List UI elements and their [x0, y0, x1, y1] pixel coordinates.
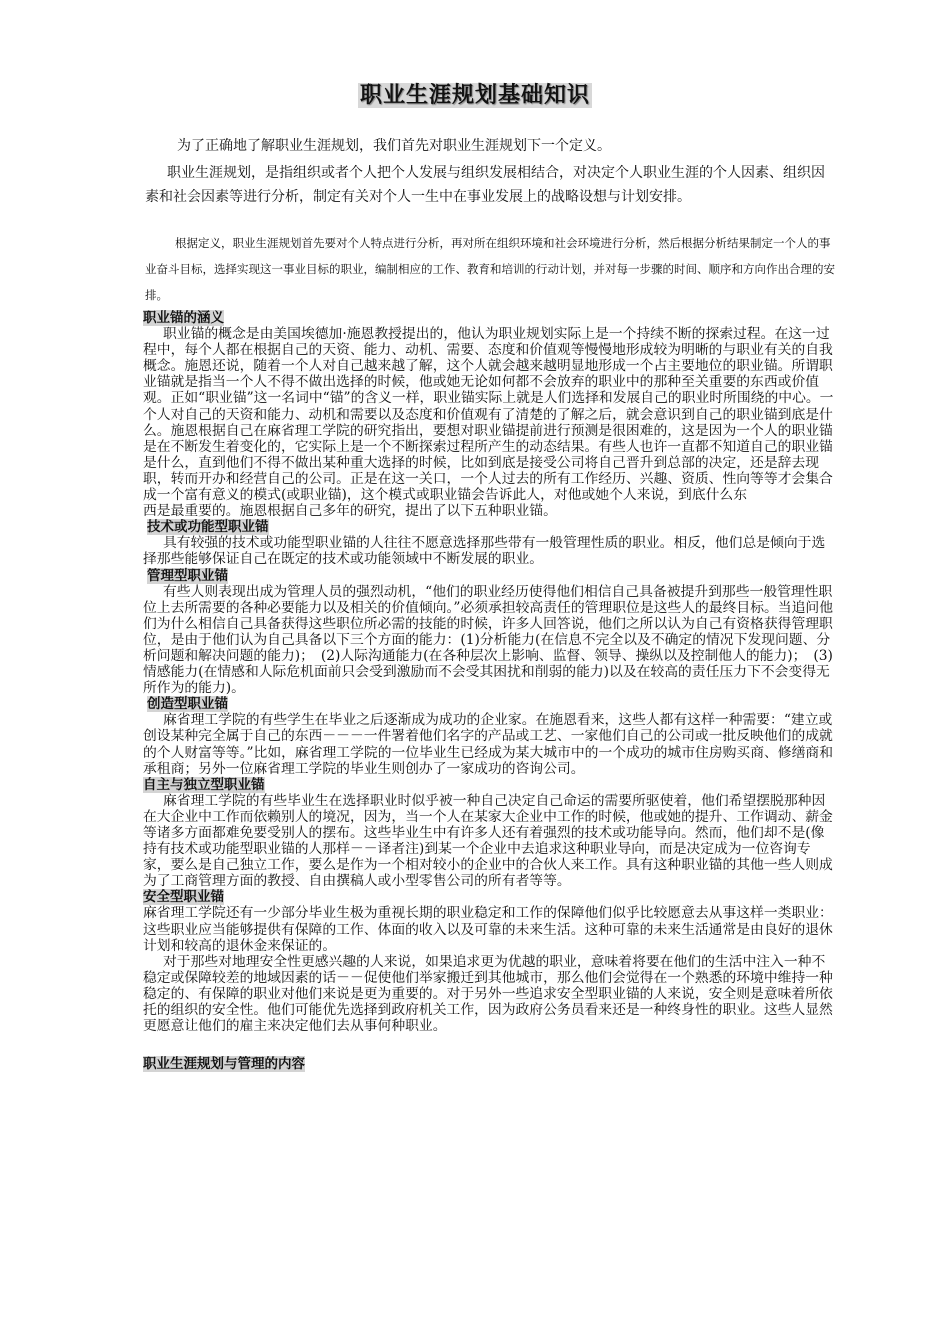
section-heading-technical [143, 519, 837, 535]
section-heading-creative [143, 696, 837, 712]
section-heading-planning-content [143, 1056, 837, 1072]
heading-text: 管理型职业锚 [147, 567, 228, 584]
intro-paragraph-3: 根据定义，职业生涯规划首先要对个人特点进行分析，再对所在组织环境和社会环境进行分析，然后根据分析结果制定一个人的事业奋斗目标，选择实现这一事业目标的职业，编制相应的工作、教育和培训的行动计划，并对每一步骤的时间、顺序和方向作出合理的安排。 [145, 235, 835, 302]
paragraph-management: 有些人则表现出成为管理人员的强烈动机，“他们的职业经历使得他们相信自己具备被提升到那些一般管理性职位上去所需要的各种必要能力以及相关的价值倾向。”必须承担较高责任的管理职位是这些人的最终目标。当追问他们为什么相信自己具备获得这些职位所必需的技能的时候，许多人回答说，他们之所以认为自己有资格获得管理职位，是由于他们认为自己具备以下三个方面的能力：(1)分析能力(在信息不完全以及不确定的情况下发现问题、分析问题和解决问题的能力)； (2)人际沟通能力(在各种层次上影响、监督、领导、操纵以及控制他人的能力)； (3)情感能力(在情感和人际危机面前只会受到激励而不会受其困扰和削弱的能力)以及在较高的责任压力下不会变得无所作为的能力)。 [143, 583, 833, 697]
paragraph-security-1: 麻省理工学院还有一少部分毕业生极为重视长期的职业稳定和工作的保障他们似乎比较愿意去从事这样一类职业：这些职业应当能够提供有保障的工作、体面的收入以及可靠的未来生活。这种可靠的未来生活通常是由良好的退休计划和较高的退休金来保证的。 [143, 905, 833, 954]
heading-text: 技术或功能型职业锚 [147, 519, 269, 536]
paragraph-anchor-2: 西是最重要的。施恩根据自己多年的研究，提出了以下五种职业锚。 [143, 503, 557, 520]
heading-text: 安全型职业锚 [143, 889, 224, 906]
page-title-text: 职业生涯规划基础知识 [359, 83, 590, 108]
section-heading-security [143, 889, 837, 905]
paragraph-technical: 具有较强的技术或功能型职业锚的人往往不愿意选择那些带有一般管理性质的职业。相反，他们总是倾向于选择那些能够保证自己在既定的技术或功能领域中不断发展的职业。 [143, 535, 826, 568]
paragraph-anchor-1: 职业锚的概念是由美国埃德加·施恩教授提出的，他认为职业规划实际上是一个持续不断的探索过程。在这一过程中，每个人都在根据自己的天资、能力、动机、需要、态度和价值观等慢慢地形成较为明晰的与职业有关的自我概念。施恩还说，随着一个人对自己越来越了解，这个人就会越来越明显地形成一个占主要地位的职业锚。所谓职业锚就是指当一个人不得不做出选择的时候，他或她无论如何都不会放弃的职业中的那种至关重要的东西或价值观。正如“职业锚”这一名词中“锚”的含义一样，职业锚实际上就是人们选择和发展自己的职业时所围绕的中心。一个人对自己的天资和能力、动机和需要以及态度和价值观有了清楚的了解之后，就会意识到自己的职业锚到底是什么。施恩根据自己在麻省理工学院的研究指出，要想对职业锚提前进行预测是很困难的，这是因为一个人的职业锚是在不断发生着变化的，它实际上是一个不断探索过程所产生的动态结果。有些人也许一直都不知道自己的职业锚是什么，直到他们不得不做出某种重大选择的时候，比如到底是接受公司将自己晋升到总部的决定，还是辞去现职，转而开办和经营自己的公司。正是在这一关口，一个人过去的所有工作经历、兴趣、资质、性向等等才会集合成一个富有意义的模式(或职业锚)，这个模式或职业锚会告诉此人，对他或她个人来说，到底什么东 [143, 326, 834, 504]
paragraph-creative: 麻省理工学院的有些学生在毕业之后逐渐成为成功的企业家。在施恩看来，这些人都有这样一种需要：“建立或创设某种完全属于自己的东西－－－一件署着他们名字的产品或工艺、一家他们自己的公司或一批反映他们的成就的个人财富等等。”比如，麻省理工学院的一位毕业生已经成为某大城市中的一个成功的城市住房购买商、修缮商和承租商；另外一位麻省理工学院的毕业生则创办了一家成功的咨询公司。 [143, 712, 833, 777]
paragraph-independence: 麻省理工学院的有些毕业生在选择职业时似乎被一种自己决定自己命运的需要所驱使着，他们希望摆脱那种因在大企业中工作而依赖别人的境况，因为，当一个人在某家大企业中工作的时候，他或她的提升、工作调动、薪金等诸多方面都难免要受别人的摆布。这些毕业生中有许多人还有着强烈的技术或功能导向。然而，他们却不是(像持有技术或功能型职业锚的人那样－－译者注)到某一个企业中去追求这种职业导向，而是决定成为一位咨询专家，要么是自己独立工作，要么是作为一个相对较小的企业中的合伙人来工作。具有这种职业锚的其他一些人则成为了工商管理方面的教授、自由撰稿人或小型零售公司的所有者等等。 [143, 792, 833, 890]
paragraph-security-2: 对于那些对地理安全性更感兴趣的人来说，如果追求更为优越的职业，意味着将要在他们的生活中注入一种不稳定或保障较差的地域因素的话－－促使他们举家搬迁到其他城市，那么他们会觉得在一个熟悉的环境中维持一种稳定的、有保障的职业对他们来说是更为重要的。对于另外一些追求安全型职业锚的人来说，安全则是意味着所依托的组织的安全性。他们可能优先选择到政府机关工作，因为政府公务员看来还是一种终身性的职业。这些人显然更愿意让他们的雇主来决定他们去从事何种职业。 [143, 953, 833, 1035]
document-body [143, 310, 837, 1072]
page-title [0, 78, 950, 109]
intro-paragraph-2: 职业生涯规划，是指组织或者个人把个人发展与组织发展相结合，对决定个人职业生涯的个人因素、组织因素和社会因素等进行分析，制定有关对个人一生中在事业发展上的战略设想与计划安排。 [145, 165, 825, 205]
heading-text: 创造型职业锚 [147, 696, 228, 713]
heading-text: 职业锚的涵义 [143, 310, 224, 326]
section-heading-management [143, 568, 837, 584]
section-heading-anchor [143, 310, 837, 326]
heading-text: 自主与独立型职业锚 [143, 776, 265, 793]
intro-paragraph-1: 为了正确地了解职业生涯规划，我们首先对职业生涯规划下一个定义。 [177, 138, 611, 154]
heading-text: 职业生涯规划与管理的内容 [143, 1056, 305, 1073]
section-heading-independence [143, 777, 837, 793]
